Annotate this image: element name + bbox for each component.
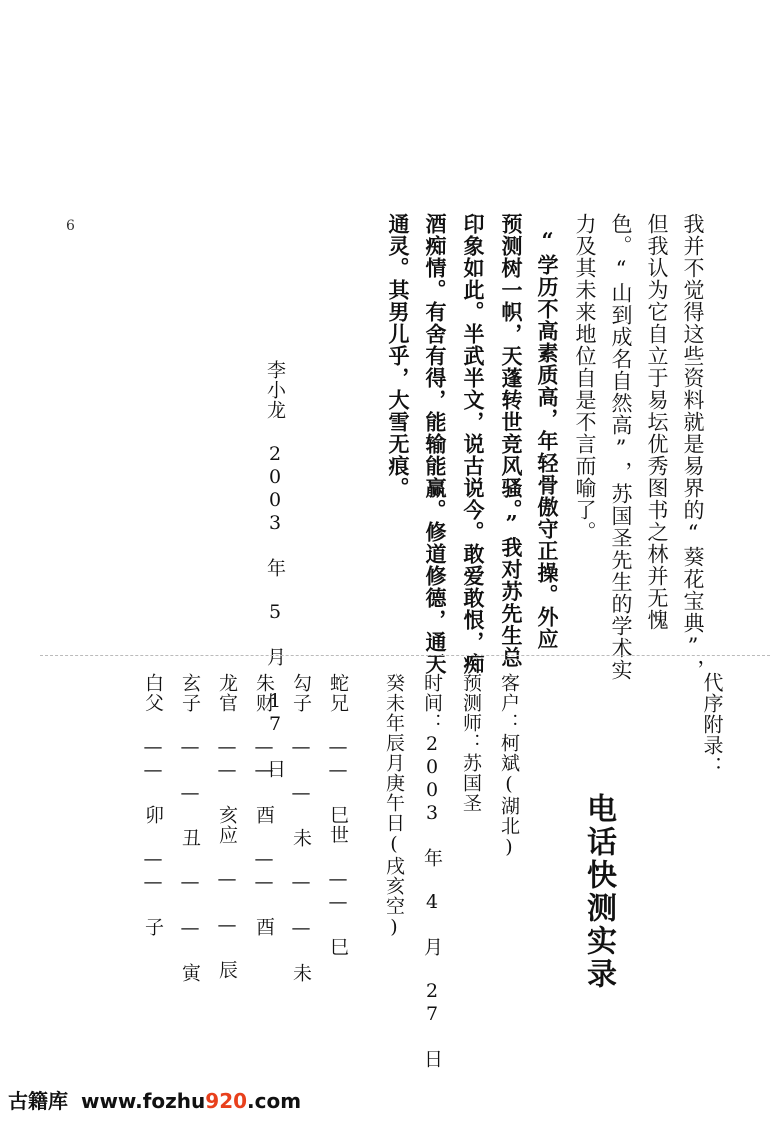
essay-line: 力及其未来地位自是不言而喻了。 bbox=[573, 213, 597, 543]
essay-line: 通灵。其男儿乎，大雪无痕。 bbox=[386, 213, 411, 499]
essay-line: 预测树一帜，天蓬转世竞风骚。”我对苏先生总 bbox=[499, 213, 524, 669]
hexagram-line: 勾子 — — 未 — — 未 bbox=[290, 673, 312, 983]
watermark-brand: 古籍库 bbox=[8, 1089, 68, 1113]
page-divider bbox=[40, 655, 770, 656]
essay-line: “学历不高素质高，年轻骨傲守正操。外应 bbox=[535, 228, 560, 650]
hexagram-line: 白父 —— 卯 —— 子 bbox=[142, 673, 164, 937]
essay-signature: 李小龙 2003 年 5 月 17 日 bbox=[264, 360, 286, 779]
page-number: 6 bbox=[66, 218, 75, 234]
essay-line: 酒痴情。有舍有得，能输能赢。修道修德，通天 bbox=[423, 213, 448, 675]
site-watermark bbox=[8, 1085, 301, 1114]
section-label: 代序附录： bbox=[700, 672, 724, 777]
hexagram-line: 玄子 — — 丑 — — 寅 bbox=[179, 673, 201, 983]
essay-line: 色。“山到成名自然高”，苏国圣先生的学术实 bbox=[609, 213, 633, 681]
record-title: 电话快测实录 bbox=[581, 793, 616, 991]
ganzhi-info: 癸未年辰月庚午日(戌亥空) bbox=[383, 673, 405, 939]
time-info: 时间：2003 年 4 月 27 日 bbox=[421, 673, 443, 1069]
essay-line: 但我认为它自立于易坛优秀图书之林并无愧 bbox=[645, 213, 669, 631]
watermark-url-prefix: www.fozhu bbox=[80, 1089, 206, 1113]
hexagram-line: 蛇兄 —— 巳世 —— 巳 bbox=[327, 673, 349, 957]
forecaster-info: 预测师：苏国圣 bbox=[460, 673, 482, 813]
essay-line: 印象如此。半武半文，说古说今。敢爱敢恨，痴 bbox=[461, 213, 486, 675]
hexagram-line: 龙官 —— 亥应 — — 辰 bbox=[216, 673, 238, 980]
hexagram-line: 朱财 —— 酉 —— 酉 bbox=[253, 673, 275, 937]
client-info: 客户：柯斌(湖北) bbox=[498, 673, 520, 859]
watermark-url-suffix: .com bbox=[247, 1089, 302, 1113]
watermark-url-number: 920 bbox=[205, 1089, 248, 1113]
essay-line: 我并不觉得这些资料就是易界的“葵花宝典”， bbox=[681, 213, 705, 681]
